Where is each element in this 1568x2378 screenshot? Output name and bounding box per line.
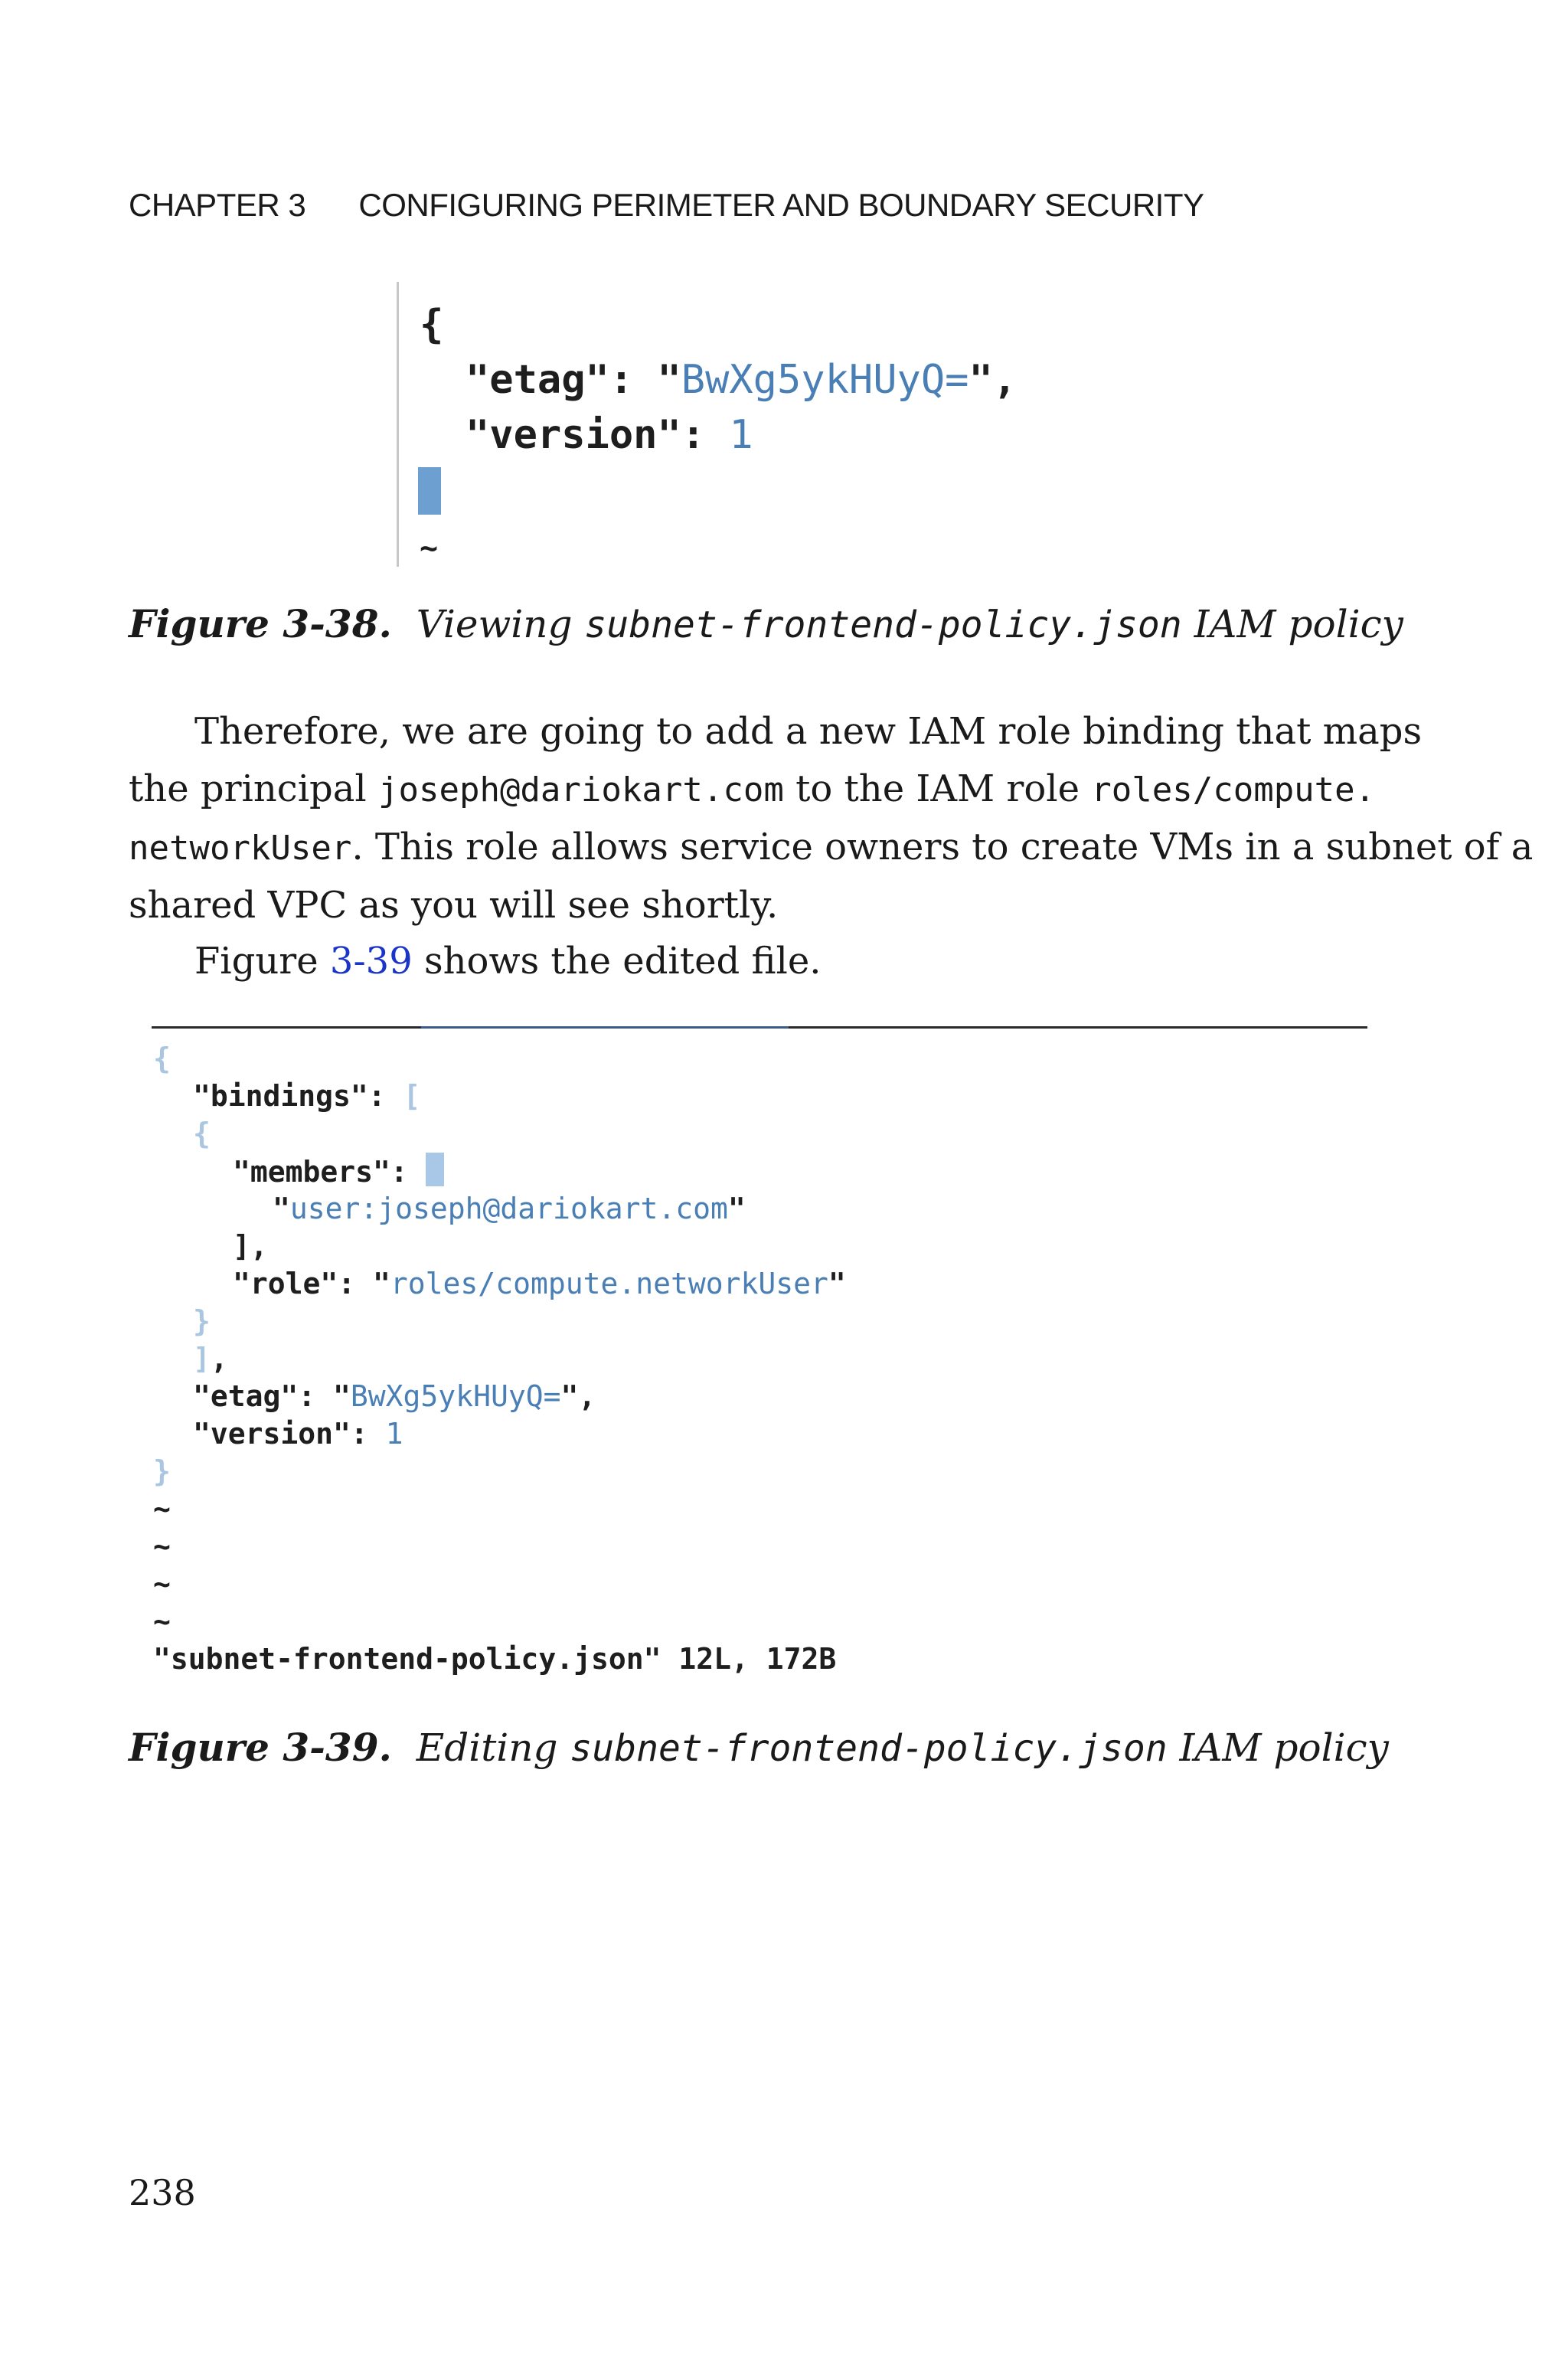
figure-3-39-code-screenshot (153, 1040, 1378, 1691)
caption-filename: subnet-frontend-policy.json (570, 1727, 1168, 1770)
tilde-line: ~ (153, 1604, 171, 1638)
inline-code-email: joseph@dariokart.com (378, 770, 784, 810)
code-line-etag: "etag": "BwXg5ykHUyQ=", (466, 357, 1018, 403)
editor-status-line: "subnet-frontend-policy.json" 12L, 172B (153, 1642, 837, 1676)
figure-label: Figure 3-39. (129, 1725, 392, 1770)
tilde-line: ~ (153, 1492, 171, 1526)
code-line-open-brace: { (420, 302, 444, 348)
tilde-line: ~ (153, 1567, 171, 1601)
caption-text-pre: Viewing (416, 602, 585, 646)
code-line: ], (193, 1342, 228, 1375)
page-number: 238 (129, 2172, 196, 2213)
editor-cursor (426, 1153, 444, 1186)
editor-cursor (418, 467, 441, 515)
code-line-tilde: ~ (420, 531, 439, 566)
chapter-label: CHAPTER 3 (129, 187, 306, 223)
code-line: ], (233, 1229, 268, 1263)
chapter-title: CONFIGURING PERIMETER AND BOUNDARY SECURITY (358, 187, 1204, 223)
code-line: "members": (233, 1153, 444, 1191)
code-line: } (153, 1454, 171, 1488)
caption-text-post: IAM policy (1167, 1725, 1389, 1770)
paragraph-line: shared VPC as you will see shortly. (129, 884, 779, 927)
figure-3-39-caption (129, 1725, 1389, 1770)
code-line: "bindings": [ (193, 1079, 421, 1113)
paragraph-line: the principal joseph@dariokart.com to the IAM role roles/compute. (129, 767, 1376, 810)
figure-3-38-code-screenshot (397, 282, 1018, 567)
code-line: "user:joseph@dariokart.com" (273, 1192, 746, 1225)
inline-code-role-cont: networkUser (129, 829, 352, 868)
code-line: "version": 1 (193, 1417, 403, 1451)
caption-text-pre: Editing (416, 1725, 570, 1770)
figure-label: Figure 3-38. (129, 601, 392, 646)
code-line: "etag": "BwXg5ykHUyQ=", (193, 1379, 596, 1413)
running-header (129, 187, 1204, 224)
code-line: { (153, 1042, 171, 1075)
paragraph-line: Therefore, we are going to add a new IAM role binding that maps (194, 710, 1423, 753)
code-line: "role": "roles/compute.networkUser" (233, 1267, 846, 1300)
paragraph-line: networkUser. This role allows service owners to create VMs in a subnet of a (129, 826, 1534, 868)
inline-code-role: roles/compute. (1091, 770, 1376, 810)
caption-filename: subnet-frontend-policy.json (584, 603, 1182, 646)
code-line: { (193, 1117, 211, 1150)
code-line: } (193, 1304, 211, 1338)
body-paragraph (129, 703, 1534, 934)
editor-gutter (397, 282, 399, 567)
body-paragraph-figure-ref: Figure 3-39 shows the edited file. (194, 940, 822, 983)
figure-top-rule-accent (421, 1026, 789, 1029)
figure-3-38-caption (129, 601, 1403, 646)
tilde-line: ~ (153, 1529, 171, 1563)
code-line-version: "version": 1 (466, 412, 753, 458)
figure-3-39-link[interactable]: 3-39 (329, 940, 413, 983)
caption-text-post: IAM policy (1181, 602, 1403, 646)
